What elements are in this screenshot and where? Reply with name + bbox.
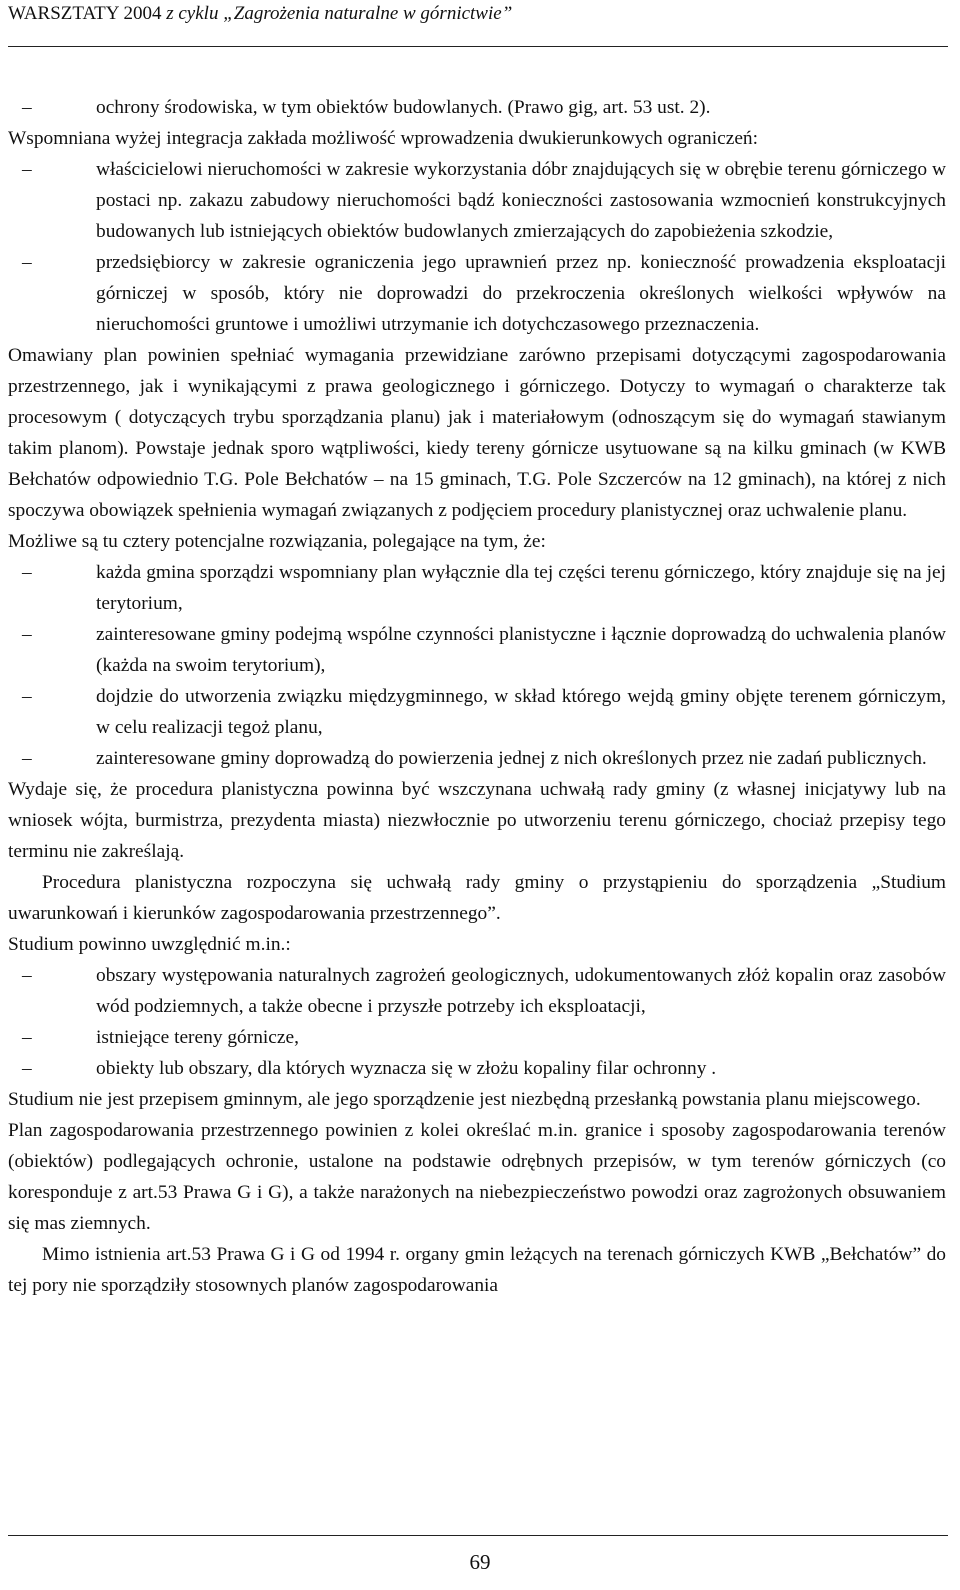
- dash-bullet: –: [22, 1027, 32, 1048]
- dash-bullet: –: [22, 159, 32, 180]
- list-item: [8, 1053, 946, 1084]
- list-item: [8, 743, 946, 774]
- list-item-text: zainteresowane gminy doprowadzą do powierzenia jednej z nich określonych przez nie zadań publicznych.: [96, 748, 927, 769]
- list-item-text: zainteresowane gminy podejmą wspólne czynności planistyczne i łącznie doprowadzą do uchwalenia planów (każda na swoim terytorium),: [96, 624, 946, 676]
- running-header: [8, 0, 948, 28]
- dash-bullet: –: [22, 252, 32, 273]
- list-item: [8, 619, 946, 681]
- list-item-text: obiekty lub obszary, dla których wyznacza się w złożu kopaliny filar ochronny .: [96, 1058, 717, 1079]
- paragraph: Studium nie jest przepisem gminnym, ale jego sporządzenie jest niezbędną przesłanką powstania planu miejscowego.: [8, 1089, 921, 1110]
- dash-bullet: –: [22, 686, 32, 707]
- header-series: z cyklu „Zagrożenia naturalne w górnictwie”: [166, 3, 513, 24]
- dash-bullet: –: [22, 562, 32, 583]
- header-title: WARSZTATY 2004: [8, 3, 167, 24]
- paragraph: Możliwe są tu cztery potencjalne rozwiązania, polegające na tym, że:: [8, 531, 546, 552]
- list-item-text: przedsiębiorcy w zakresie ograniczenia jego uprawnień przez np. konieczność prowadzenia eksploatacji górniczej w sposób, który nie doprowadzi do przekroczenia określonych wielkości wpływów na nieruchomości gruntowe i umożliwi utrzymanie ich dotychczasowego przeznaczenia.: [96, 252, 946, 335]
- list-item-text: każda gmina sporządzi wspomniany plan wyłącznie dla tej części terenu górniczego, który znajduje się na jej terytorium,: [96, 562, 946, 614]
- list-item: [8, 557, 946, 619]
- paragraph: Wydaje się, że procedura planistyczna powinna być wszczynana uchwałą rady gminy (z własnej inicjatywy lub na wniosek wójta, burmistrza, prezydenta miasta) niezwłocznie po utworzeniu terenu górniczego, chociaż przepisy tego terminu nie zakreślają.: [8, 779, 946, 862]
- paragraph: Mimo istnienia art.53 Prawa G i G od 1994 r. organy gmin leżących na terenach górniczych KWB „Bełchatów” do tej pory nie sporządziły stosownych planów zagospodarowania: [8, 1244, 946, 1296]
- list-item: [8, 681, 946, 743]
- list-item-text: istniejące tereny górnicze,: [96, 1027, 299, 1048]
- paragraph: Plan zagospodarowania przestrzennego powinien z kolei określać m.in. granice i sposoby zagospodarowania terenów (obiektów) podlegających ochronie, ustalone na podstawie odrębnych przepisów, w tym terenów górniczych (co koresponduje z art.53 Prawa G i G), a także narażonych na niebezpieczeństwo powodzi oraz zagrożonych obsuwaniem się mas ziemnych.: [8, 1120, 946, 1234]
- list-item: [8, 1022, 946, 1053]
- header-rule: [8, 46, 948, 47]
- paragraph: Studium powinno uwzględnić m.in.:: [8, 934, 291, 955]
- dash-bullet: –: [22, 97, 32, 118]
- list-item-text: ochrony środowiska, w tym obiektów budowlanych. (Prawo gig, art. 53 ust. 2).: [96, 97, 711, 118]
- paragraph: Wspomniana wyżej integracja zakłada możliwość wprowadzenia dwukierunkowych ograniczeń:: [8, 128, 759, 149]
- list-item: [8, 92, 946, 123]
- list-item-text: dojdzie do utworzenia związku międzygminnego, w skład którego wejdą gminy objęte terenem górniczym, w celu realizacji tegoż planu,: [96, 686, 946, 738]
- list-item-text: właścicielowi nieruchomości w zakresie wykorzystania dóbr znajdujących się w obrębie terenu górniczego w postaci np. zakazu zabudowy nieruchomości bądź konieczności zastosowania wzmocnień konstrukcyjnych budowanych lub istniejących obiektów budowlanych zmierzających do zapobieżenia szkodzie,: [96, 159, 946, 242]
- dash-bullet: –: [22, 1058, 32, 1079]
- footer-rule: [8, 1535, 948, 1536]
- page-body: [8, 92, 946, 1301]
- paragraph: Procedura planistyczna rozpoczyna się uchwałą rady gminy o przystąpieniu do sporządzenia „Studium uwarunkowań i kierunków zagospodarowania przestrzennego”.: [8, 872, 946, 924]
- paragraph: Omawiany plan powinien spełniać wymagania przewidziane zarówno przepisami dotyczącymi zagospodarowania przestrzennego, jak i wynikającymi z prawa geologicznego i górniczego. Dotyczy to wymagań o charakterze tak procesowym ( dotyczących trybu sporządzania planu) jak i materiałowym (odnoszącym się do wymagań stawianym takim planom). Powstaje jednak sporo wątpliwości, kiedy tereny górnicze usytuowane są na kilku gminach (w KWB Bełchatów odpowiednio T.G. Pole Bełchatów – na 15 gminach, T.G. Pole Szczerców na 12 gminach), na której z nich spoczywa obowiązek spełnienia wymagań związanych z podjęciem procedury planistycznej oraz uchwalenie planu.: [8, 345, 946, 521]
- list-item: [8, 154, 946, 247]
- page-number: 69: [469, 1550, 491, 1574]
- list-item-text: obszary występowania naturalnych zagrożeń geologicznych, udokumentowanych złóż kopalin oraz zasobów wód podziemnych, a także obecne i przyszłe potrzeby ich eksploatacji,: [96, 965, 946, 1017]
- list-item: [8, 247, 946, 340]
- dash-bullet: –: [22, 748, 32, 769]
- list-item: [8, 960, 946, 1022]
- dash-bullet: –: [22, 624, 32, 645]
- dash-bullet: –: [22, 965, 32, 986]
